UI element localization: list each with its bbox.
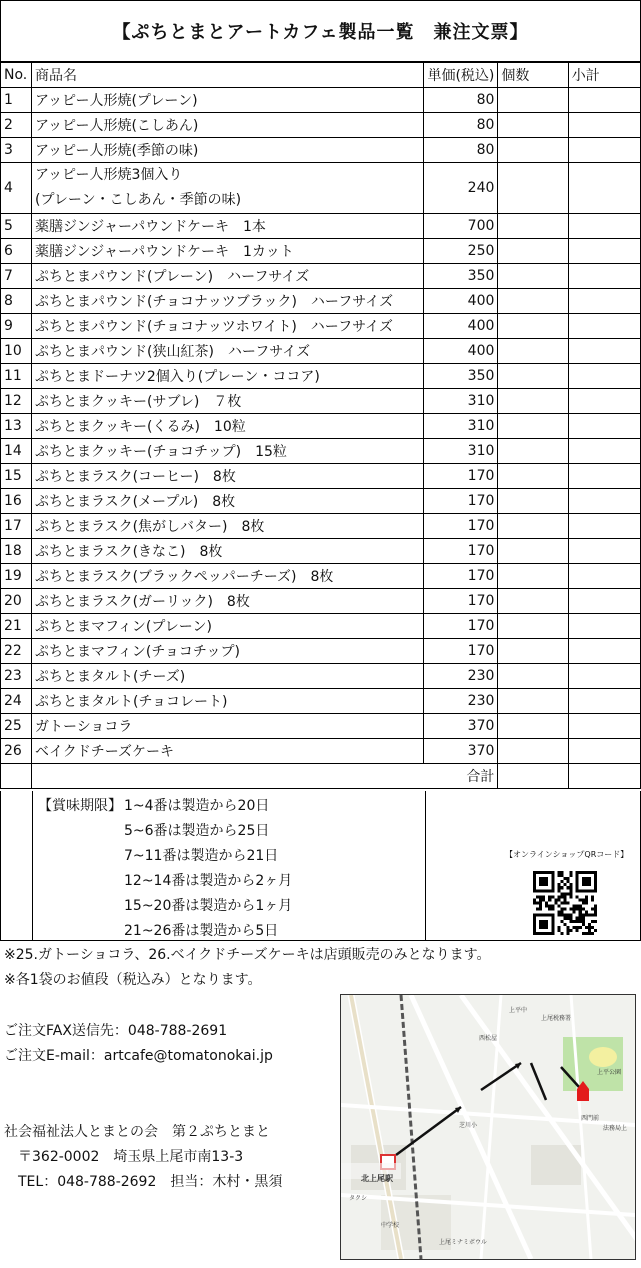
product-name: 薬膳ジンジャーパウンドケーキ 1カット xyxy=(31,239,423,264)
table-row xyxy=(1,739,641,764)
row-number: 2 xyxy=(1,113,32,138)
quantity-cell[interactable] xyxy=(498,389,568,414)
row-number: 23 xyxy=(1,664,32,689)
subtotal-cell xyxy=(568,689,640,714)
product-table xyxy=(0,62,641,789)
table-row xyxy=(1,113,641,138)
row-number: 18 xyxy=(1,539,32,564)
table-row xyxy=(1,389,641,414)
product-name: ぷちとまパウンド(チョコナッツブラック) ハーフサイズ xyxy=(31,289,423,314)
table-row xyxy=(1,414,641,439)
unit-price: 170 xyxy=(424,564,498,589)
subtotal-cell xyxy=(568,88,640,113)
map-label: 芝川小 xyxy=(459,1122,478,1129)
unit-price: 310 xyxy=(424,439,498,464)
subtotal-cell xyxy=(568,264,640,289)
map-label: タクシ xyxy=(349,1195,368,1202)
subtotal-cell xyxy=(568,614,640,639)
subtotal-cell xyxy=(568,163,640,214)
quantity-cell[interactable] xyxy=(498,364,568,389)
row-number: 4 xyxy=(1,163,32,214)
total-qty[interactable] xyxy=(498,764,568,789)
unit-price: 400 xyxy=(424,289,498,314)
subtotal-cell xyxy=(568,564,640,589)
product-name: ぷちとまクッキー(サブレ) ７枚 xyxy=(31,389,423,414)
unit-price: 170 xyxy=(424,639,498,664)
map-label: 上平公園 xyxy=(597,1069,622,1076)
subtotal-cell xyxy=(568,489,640,514)
row-number: 15 xyxy=(1,464,32,489)
subtotal-cell xyxy=(568,439,640,464)
unit-price: 700 xyxy=(424,214,498,239)
product-name: ぷちとまラスク(メープル) 8枚 xyxy=(31,489,423,514)
quantity-cell[interactable] xyxy=(498,264,568,289)
map-label: 西門前 xyxy=(581,1115,600,1122)
table-row xyxy=(1,163,641,214)
product-name: ぷちとまラスク(ガーリック) 8枚 xyxy=(31,589,423,614)
product-name: ぷちとまクッキー(チョコチップ) 15粒 xyxy=(31,439,423,464)
header-qty: 個数 xyxy=(498,63,568,88)
row-number: 10 xyxy=(1,339,32,364)
quantity-cell[interactable] xyxy=(498,514,568,539)
header-subtotal: 小計 xyxy=(568,63,640,88)
unit-price: 170 xyxy=(424,539,498,564)
organization-name: 社会福祉法人とまとの会 第２ぷちとまと xyxy=(4,1124,270,1140)
unit-price: 370 xyxy=(424,739,498,764)
row-number: 19 xyxy=(1,564,32,589)
table-row xyxy=(1,589,641,614)
header-price: 単価(税込) xyxy=(424,63,498,88)
expiry-line: 15~20番は製造から1ヶ月 xyxy=(124,898,293,914)
total-row xyxy=(1,764,641,789)
quantity-cell[interactable] xyxy=(498,239,568,264)
quantity-cell[interactable] xyxy=(498,639,568,664)
expiry-line: 12~14番は製造から2ヶ月 xyxy=(124,873,293,889)
subtotal-cell xyxy=(568,664,640,689)
row-number: 20 xyxy=(1,589,32,614)
quantity-cell[interactable] xyxy=(498,339,568,364)
quantity-cell[interactable] xyxy=(498,614,568,639)
unit-price: 170 xyxy=(424,489,498,514)
expiry-heading: 【賞味期限】 xyxy=(38,798,122,814)
unit-price: 80 xyxy=(424,113,498,138)
unit-price: 350 xyxy=(424,364,498,389)
unit-price: 370 xyxy=(424,714,498,739)
row-number: 5 xyxy=(1,214,32,239)
subtotal-cell xyxy=(568,314,640,339)
row-number: 6 xyxy=(1,239,32,264)
map-label: 法務局上 xyxy=(603,1125,628,1132)
table-row xyxy=(1,88,641,113)
product-name: アッピー人形焼(こしあん) xyxy=(31,113,423,138)
table-row xyxy=(1,489,641,514)
table-row xyxy=(1,689,641,714)
subtotal-cell xyxy=(568,539,640,564)
product-name: ぷちとまタルト(チョコレート) xyxy=(31,689,423,714)
table-row xyxy=(1,314,641,339)
subtotal-cell xyxy=(568,389,640,414)
qr-label: 【オンラインショップQRコード】 xyxy=(505,850,629,859)
map-label: 上尾税務署 xyxy=(541,1015,572,1022)
unit-price: 170 xyxy=(424,614,498,639)
subtotal-cell xyxy=(568,138,640,163)
map-label: 上平中 xyxy=(509,1007,528,1014)
quantity-cell[interactable] xyxy=(498,113,568,138)
telephone: TEL：048-788-2692 担当：木村・黒須 xyxy=(18,1174,283,1190)
total-label: 合計 xyxy=(31,764,497,789)
unit-price: 230 xyxy=(424,689,498,714)
header-name: 商品名 xyxy=(31,63,423,88)
map-label: 西松屋 xyxy=(479,1035,498,1042)
quantity-cell[interactable] xyxy=(498,664,568,689)
quantity-cell[interactable] xyxy=(498,88,568,113)
product-name: ぷちとまパウンド(狭山紅茶) ハーフサイズ xyxy=(31,339,423,364)
row-number: 24 xyxy=(1,689,32,714)
table-row xyxy=(1,614,641,639)
product-name: アッピー人形焼(プレーン) xyxy=(31,88,423,113)
unit-price: 310 xyxy=(424,389,498,414)
location-map[interactable] xyxy=(340,994,636,1260)
page-title: 【ぷちとまとアートカフェ製品一覧 兼注文票】 xyxy=(0,0,641,62)
subtotal-cell xyxy=(568,214,640,239)
table-row xyxy=(1,714,641,739)
table-row xyxy=(1,364,641,389)
subtotal-cell xyxy=(568,414,640,439)
unit-price: 350 xyxy=(424,264,498,289)
unit-price: 80 xyxy=(424,88,498,113)
subtotal-cell xyxy=(568,239,640,264)
table-row xyxy=(1,514,641,539)
quantity-cell[interactable] xyxy=(498,589,568,614)
table-row xyxy=(1,439,641,464)
map-label: 上尾ミナミボウル xyxy=(439,1239,487,1246)
row-number: 22 xyxy=(1,639,32,664)
row-number: 11 xyxy=(1,364,32,389)
quantity-cell[interactable] xyxy=(498,439,568,464)
table-row xyxy=(1,214,641,239)
table-row xyxy=(1,264,641,289)
quantity-cell[interactable] xyxy=(498,714,568,739)
table-row xyxy=(1,339,641,364)
note-price: ※各1袋のお値段（税込み）となります。 xyxy=(4,972,262,988)
map-label-station: 北上尾駅 xyxy=(361,1174,393,1183)
unit-price: 400 xyxy=(424,314,498,339)
subtotal-cell xyxy=(568,113,640,138)
table-row xyxy=(1,464,641,489)
unit-price: 170 xyxy=(424,514,498,539)
subtotal-cell xyxy=(568,339,640,364)
product-name: ぷちとまマフィン(チョコチップ) xyxy=(31,639,423,664)
subtotal-cell xyxy=(568,639,640,664)
quantity-cell[interactable] xyxy=(498,414,568,439)
product-name: ぷちとまラスク(コーヒー) 8枚 xyxy=(31,464,423,489)
table-row xyxy=(1,289,641,314)
quantity-cell[interactable] xyxy=(498,564,568,589)
row-number: 26 xyxy=(1,739,32,764)
product-name: ぷちとまパウンド(プレーン) ハーフサイズ xyxy=(31,264,423,289)
quantity-cell[interactable] xyxy=(498,539,568,564)
subtotal-cell xyxy=(568,289,640,314)
product-name: アッピー人形焼3個入り (プレーン・こしあん・季節の味) xyxy=(31,163,423,214)
map-label: 中学校 xyxy=(381,1222,400,1229)
product-name: ぷちとまラスク(きなこ) 8枚 xyxy=(31,539,423,564)
table-row xyxy=(1,239,641,264)
product-name: ぷちとまパウンド(チョコナッツホワイト) ハーフサイズ xyxy=(31,314,423,339)
subtotal-cell xyxy=(568,464,640,489)
product-name: ベイクドチーズケーキ xyxy=(31,739,423,764)
product-name: ガトーショコラ xyxy=(31,714,423,739)
expiry-line: 7~11番は製造から21日 xyxy=(124,848,279,864)
quantity-cell[interactable] xyxy=(498,689,568,714)
email-address[interactable]: ご注文E-mail：artcafe@tomatonokai.jp xyxy=(4,1048,273,1064)
postal-address: 〒362-0002 埼玉県上尾市南13-3 xyxy=(18,1149,244,1165)
unit-price: 170 xyxy=(424,589,498,614)
product-name: ぷちとまタルト(チーズ) xyxy=(31,664,423,689)
header-no: No. xyxy=(1,63,32,88)
product-name: ぷちとまマフィン(プレーン) xyxy=(31,614,423,639)
fax-number: ご注文FAX送信先：048-788-2691 xyxy=(4,1023,228,1039)
row-number: 25 xyxy=(1,714,32,739)
table-row xyxy=(1,664,641,689)
quantity-cell[interactable] xyxy=(498,289,568,314)
row-number: 13 xyxy=(1,414,32,439)
unit-price: 80 xyxy=(424,138,498,163)
unit-price: 250 xyxy=(424,239,498,264)
unit-price: 230 xyxy=(424,664,498,689)
note-store-only: ※25.ガトーショコラ、26.ベイクドチーズケーキは店頭販売のみとなります。 xyxy=(4,947,491,963)
expiry-line: 1~4番は製造から20日 xyxy=(124,798,270,814)
product-name: アッピー人形焼(季節の味) xyxy=(31,138,423,163)
row-number: 7 xyxy=(1,264,32,289)
row-number: 21 xyxy=(1,614,32,639)
quantity-cell[interactable] xyxy=(498,214,568,239)
row-number: 9 xyxy=(1,314,32,339)
row-number: 12 xyxy=(1,389,32,414)
product-name: ぷちとまクッキー(くるみ) 10粒 xyxy=(31,414,423,439)
product-name: ぷちとまラスク(ブラックペッパーチーズ) 8枚 xyxy=(31,564,423,589)
row-number: 8 xyxy=(1,289,32,314)
product-name: 薬膳ジンジャーパウンドケーキ 1本 xyxy=(31,214,423,239)
subtotal-cell xyxy=(568,589,640,614)
expiry-line: 21~26番は製造から5日 xyxy=(124,923,279,939)
table-row xyxy=(1,138,641,163)
unit-price: 240 xyxy=(424,163,498,214)
unit-price: 310 xyxy=(424,414,498,439)
table-row xyxy=(1,539,641,564)
quantity-cell[interactable] xyxy=(498,739,568,764)
table-row xyxy=(1,564,641,589)
row-number: 17 xyxy=(1,514,32,539)
row-number: 3 xyxy=(1,138,32,163)
expiry-line: 5~6番は製造から25日 xyxy=(124,823,270,839)
quantity-cell[interactable] xyxy=(498,464,568,489)
subtotal-cell xyxy=(568,714,640,739)
row-number: 16 xyxy=(1,489,32,514)
total-amount xyxy=(568,764,640,789)
quantity-cell[interactable] xyxy=(498,163,568,214)
quantity-cell[interactable] xyxy=(498,489,568,514)
subtotal-cell xyxy=(568,739,640,764)
table-header-row xyxy=(1,63,641,88)
quantity-cell[interactable] xyxy=(498,314,568,339)
qr-code[interactable] xyxy=(533,871,597,935)
product-name: ぷちとまドーナツ2個入り(プレーン・ココア) xyxy=(31,364,423,389)
total-blank xyxy=(1,764,32,789)
quantity-cell[interactable] xyxy=(498,138,568,163)
product-name: ぷちとまラスク(焦がしバター) 8枚 xyxy=(31,514,423,539)
row-number: 1 xyxy=(1,88,32,113)
unit-price: 170 xyxy=(424,464,498,489)
row-number: 14 xyxy=(1,439,32,464)
unit-price: 400 xyxy=(424,339,498,364)
subtotal-cell xyxy=(568,514,640,539)
subtotal-cell xyxy=(568,364,640,389)
table-row xyxy=(1,639,641,664)
